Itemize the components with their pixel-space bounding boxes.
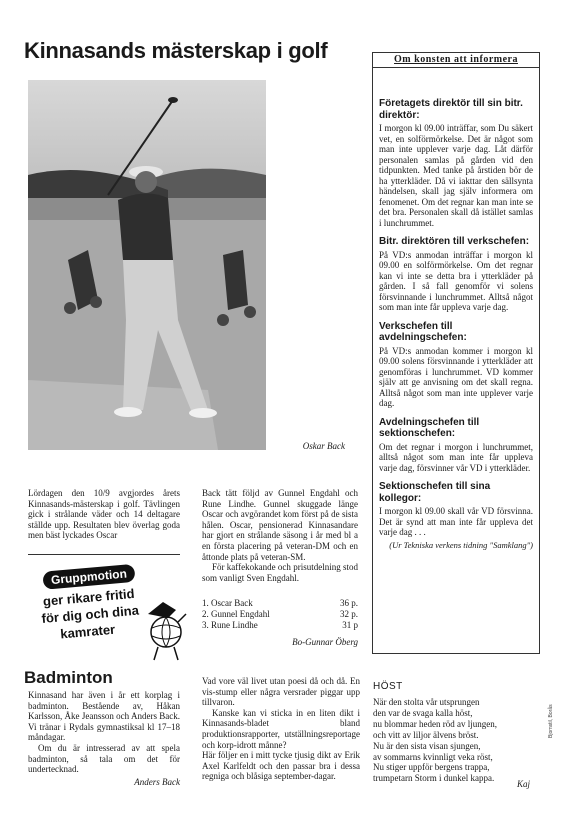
results-list xyxy=(202,598,358,630)
result-name: 2. Gunnel Engdahl xyxy=(202,608,270,619)
result-name: 1. Oscar Back xyxy=(202,598,253,608)
poem-line: När den stolta vår utsprungen xyxy=(373,697,480,707)
sidebar-heading: Företagets direktör till sin bitr. direktör: xyxy=(379,98,523,121)
photo-caption: Oskar Back xyxy=(302,441,345,451)
badge-line: för dig och dina xyxy=(40,602,140,627)
divider xyxy=(28,554,180,555)
poem-line: nu blommar heden röd av ljungen, xyxy=(373,718,497,729)
print-credit: Bjornstil, Borås xyxy=(548,704,554,738)
badge-line: kamrater xyxy=(59,621,116,642)
poem-line: den var de svaga kalla höst, xyxy=(373,707,473,718)
sidebar-box xyxy=(372,54,540,654)
poetry-paragraph: Vad vore väl livet utan poesi då och då. En vis-stump eller några versrader piggar upp tillvaron. xyxy=(202,676,360,708)
result-row xyxy=(202,620,358,631)
badminton-paragraph: Kinnasand har även i år ett korplag i badminton. Bestående av, Håkan Karlsson, Åke Jeansson och Anders Back. Vi tränar i Rydals gymnastiksal kl 17–18 måndagar. xyxy=(28,690,180,743)
sidebar-text: På VD:s anmodan inträffar i morgon kl 09.00 en solförmörkelse. Om det regnar kan vi inte se detta bra i ytterkläder på gården. I så fall genomför vi solens försvinnande i lunchrummet. Alltså något som man inte får uppleva varje dag. xyxy=(379,249,533,312)
golf-photo xyxy=(28,80,266,450)
poem-signature: Kaj xyxy=(516,779,530,789)
sidebar-section xyxy=(379,321,533,409)
globe-mascot-icon xyxy=(148,602,186,660)
poem-line: Nu stiger uppför bergens trappa, xyxy=(373,762,490,773)
result-row xyxy=(202,598,358,609)
sidebar-heading: Bitr. direktören till verkschefen: xyxy=(379,236,530,247)
badminton-signature: Anders Back xyxy=(134,777,180,787)
poetry-intro xyxy=(202,676,360,782)
sidebar-heading: Sektionschefen till sina kollegor: xyxy=(379,481,491,504)
poem-line: trumpetarn Storm i dunkel kappa. xyxy=(373,773,495,784)
golf-paragraph: För kaffekokande och prisutdelning stod som vanligt Sven Engdahl. xyxy=(202,562,358,583)
sidebar-section xyxy=(379,236,533,313)
poem-line: Nu är den sista visan sjungen, xyxy=(373,740,481,751)
sidebar-heading: Avdelningschefen till sektionschefen: xyxy=(379,416,480,439)
sidebar-text: I morgon kl 09.00 skall vår VD försvinna. Det är synd att man inte får uppleva det varje dag . . . xyxy=(379,506,533,537)
sidebar-text: Om det regnar i morgon i lunchrummet, alltså något som man inte får uppleva varje dag, försvinner vår VD i ytterkläder. xyxy=(379,441,533,473)
badge-line: ger rikare fritid xyxy=(42,585,136,609)
sidebar-heading: Verkschefen till avdelningschefen: xyxy=(379,320,467,343)
article-title: Kinnasands mästerskap i golf xyxy=(24,38,328,63)
golf-paragraph: Back tätt följd av Gunnel Engdahl och Rune Lindhe. Gunnel skuggade länge Oscar och avgörandet kom först på de sista hålen. Oscar, pensionerad Kinnasandare har gjort en strålande säsong i år med bl a en första placering på veteran-DM och en åttonde plats på veteran-SM. xyxy=(202,488,358,562)
golf-text-col1: Lördagen den 10/9 avgjordes årets Kinnasands-mästerskap i golf. Tävlingen gick i strålande väder och 14 deltagare ställde upp. Resultaten blev överlag goda men bäst lyckades Oscar xyxy=(28,488,180,541)
result-points: 36 p. xyxy=(340,598,358,608)
poem-line: av sommarns kvinnligt veka röst, xyxy=(373,751,493,762)
poem-title: HÖST xyxy=(373,681,403,692)
poem-line: och vitt av liljor älvens bröst. xyxy=(373,729,479,740)
sidebar-section xyxy=(379,417,533,474)
result-name: 3. Rune Lindhe xyxy=(202,619,258,630)
gruppmotion-badge xyxy=(28,562,188,666)
poetry-paragraph: Här följer en i mitt tycke tjusig dikt av Erik Axel Karlfeldt och den passar bra i dessa regniga och blåsiga september-dagar. xyxy=(202,750,360,782)
sidebar-section xyxy=(379,481,533,550)
badge-line: Gruppmotion xyxy=(50,566,128,588)
sidebar-text: I morgon kl 09.00 inträffar, som Du säkert vet, en solförmörkelse. Det är något som man inte upplever varje dag. Låt därför personalen samlas på gården vid den tidpunkten. Med tanke på årstiden bör de ha ytterkläder. Då vi iakttar den sällsynta händelsen, skall jag själv informera om fenomenet. Om det regnar kan man inte se det bra. Personalen skall då istället samlas i lunchrummet. xyxy=(379,123,533,228)
badminton-paragraph: Om du är intresserad av att spela badminton, så tala om det för undertecknad. xyxy=(28,742,180,775)
sidebar-text: På VD:s anmodan kommer i morgon kl 09.00 solens försvinnande i ytterkläder att genomföras i lunchrummet. VD kommer själv att ge anvisning om det skall regna. Alltså något som man inte upplever varje dag. xyxy=(379,345,533,408)
golf-text-col2 xyxy=(202,488,358,583)
sidebar-section xyxy=(379,98,533,228)
badminton-title: Badminton xyxy=(24,668,113,687)
result-row xyxy=(202,609,358,620)
sidebar-source: (Ur Tekniska verkens tidning "Samklang") xyxy=(389,539,533,550)
result-points: 32 p. xyxy=(340,608,358,619)
result-points: 31 p xyxy=(342,619,358,630)
poem-text xyxy=(373,697,543,784)
golf-signature: Bo-Gunnar Öberg xyxy=(292,637,358,647)
badminton-text xyxy=(28,690,180,775)
poetry-paragraph: Kanske kan vi sticka in en liten dikt i Kinnasands-bladet bland produktionsrapporter, utställningsreportage och korp-idrott månne? xyxy=(202,707,360,750)
sidebar-header: Om konsten att informera xyxy=(372,52,540,68)
